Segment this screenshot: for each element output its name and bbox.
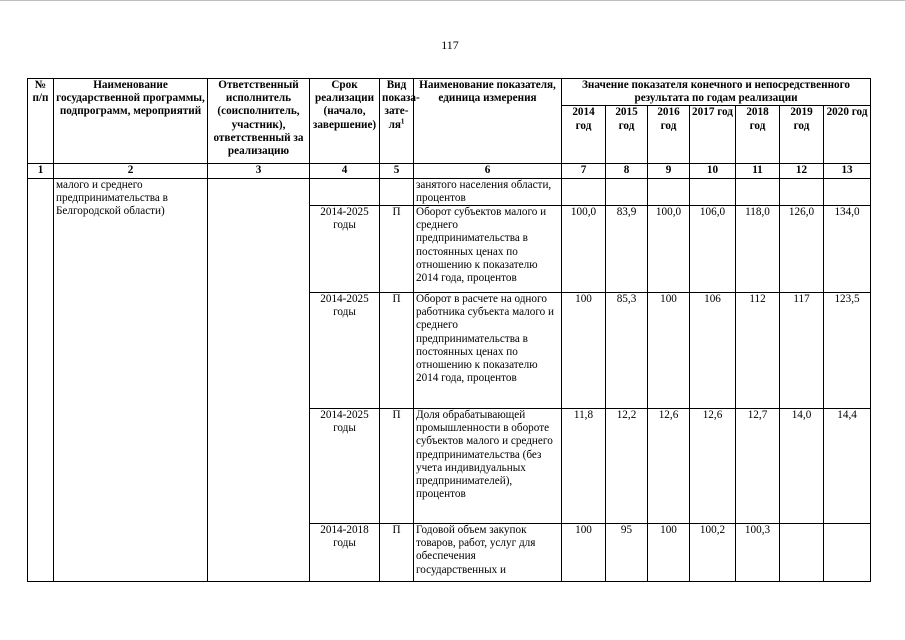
period-cell: 2014-2018 годы (310, 524, 380, 582)
type-cell (380, 178, 414, 205)
value-cell: 118,0 (736, 206, 780, 293)
header-indicator-type (380, 79, 420, 164)
value-cell: 14,0 (780, 409, 824, 524)
value-cell: 83,9 (606, 206, 648, 293)
program-name-cell: малого и среднего предпринимательства в Белгородской области) (54, 178, 208, 581)
header-type-footnote: 1 (400, 116, 405, 125)
value-cell: 14,4 (824, 409, 871, 524)
value-cell: 100,0 (648, 206, 690, 293)
value-cell: 100,0 (562, 206, 606, 293)
header-period: Срок реализации (начало, завершение) (310, 79, 380, 164)
value-cell (606, 178, 648, 205)
period-cell (310, 178, 380, 205)
header-values: Значение показателя конечного и непосредственного результата по годам реализации (562, 79, 871, 106)
column-number: 8 (606, 164, 648, 178)
page-number: 117 (441, 38, 459, 52)
column-number: 6 (414, 164, 562, 178)
column-number: 9 (648, 164, 690, 178)
responsible-cell (208, 178, 310, 581)
column-number: 12 (780, 164, 824, 178)
value-cell (780, 524, 824, 582)
column-number: 11 (736, 164, 780, 178)
type-cell: П (380, 293, 414, 409)
header-year: 2019 год (780, 106, 824, 164)
indicator-cell: Годовой объем закупок товаров, работ, услуг для обеспечения государственных и (414, 524, 562, 582)
header-year: 2017 год (690, 106, 736, 164)
column-numbers-row (28, 164, 871, 178)
column-number: 1 (28, 164, 54, 178)
header-program-name: Наименование государственной программы, подпрограмм, мероприятий (54, 79, 208, 164)
header-row-1 (28, 79, 871, 106)
value-cell: 11,8 (562, 409, 606, 524)
scan-edge (0, 0, 905, 5)
value-cell: 85,3 (606, 293, 648, 409)
period-cell: 2014-2025 годы (310, 409, 380, 524)
value-cell: 117 (780, 293, 824, 409)
column-number: 2 (54, 164, 208, 178)
value-cell (562, 178, 606, 205)
value-cell: 12,7 (736, 409, 780, 524)
column-number: 13 (824, 164, 871, 178)
column-number: 5 (380, 164, 414, 178)
value-cell: 95 (606, 524, 648, 582)
header-year: 2020 год (824, 106, 871, 164)
value-cell (690, 178, 736, 205)
header-indicator-name: Наименование показателя, единица измерения (414, 79, 562, 164)
header-year: 2016 год (648, 106, 690, 164)
header-responsible: Ответственный исполнитель (соисполнитель, участник), ответственный за реализацию (208, 79, 310, 164)
value-cell: 100 (648, 293, 690, 409)
value-cell: 100,3 (736, 524, 780, 582)
indicator-cell: занятого населения области, процентов (414, 178, 562, 205)
row-number-cell (28, 178, 54, 581)
value-cell: 106,0 (690, 206, 736, 293)
value-cell (824, 524, 871, 582)
type-cell: П (380, 409, 414, 524)
indicator-cell: Доля обрабатывающей промышленности в обороте субъектов малого и среднего предпринимательства (без учета индивидуальных предпринимателей), процентов (414, 409, 562, 524)
header-year: 2014 год (562, 106, 606, 164)
value-cell (824, 178, 871, 205)
header-type-text: Вид показа-зате-ля (382, 79, 420, 131)
value-cell: 123,5 (824, 293, 871, 409)
value-cell: 134,0 (824, 206, 871, 293)
value-cell (648, 178, 690, 205)
column-number: 7 (562, 164, 606, 178)
header-year: 2015 год (606, 106, 648, 164)
value-cell: 112 (736, 293, 780, 409)
indicators-table (27, 78, 871, 582)
type-cell: П (380, 524, 414, 582)
indicator-cell: Оборот субъектов малого и среднего предпринимательства в постоянных ценах по отношению к показателю 2014 года, процентов (414, 206, 562, 293)
value-cell: 12,2 (606, 409, 648, 524)
header-year: 2018 год (736, 106, 780, 164)
value-cell: 12,6 (690, 409, 736, 524)
type-cell: П (380, 206, 414, 293)
value-cell (736, 178, 780, 205)
value-cell: 100,2 (690, 524, 736, 582)
value-cell (780, 178, 824, 205)
column-number: 10 (690, 164, 736, 178)
column-number: 3 (208, 164, 310, 178)
indicator-cell: Оборот в расчете на одного работника субъекта малого и среднего предпринимательства в постоянных ценах по отношению к показателю 2014 года, процентов (414, 293, 562, 409)
column-number: 4 (310, 164, 380, 178)
period-cell: 2014-2025 годы (310, 293, 380, 409)
value-cell: 106 (690, 293, 736, 409)
period-cell: 2014-2025 годы (310, 206, 380, 293)
table-row (28, 178, 871, 205)
value-cell: 100 (562, 524, 606, 582)
value-cell: 126,0 (780, 206, 824, 293)
value-cell: 12,6 (648, 409, 690, 524)
header-num: № п/п (28, 79, 54, 164)
value-cell: 100 (648, 524, 690, 582)
value-cell: 100 (562, 293, 606, 409)
